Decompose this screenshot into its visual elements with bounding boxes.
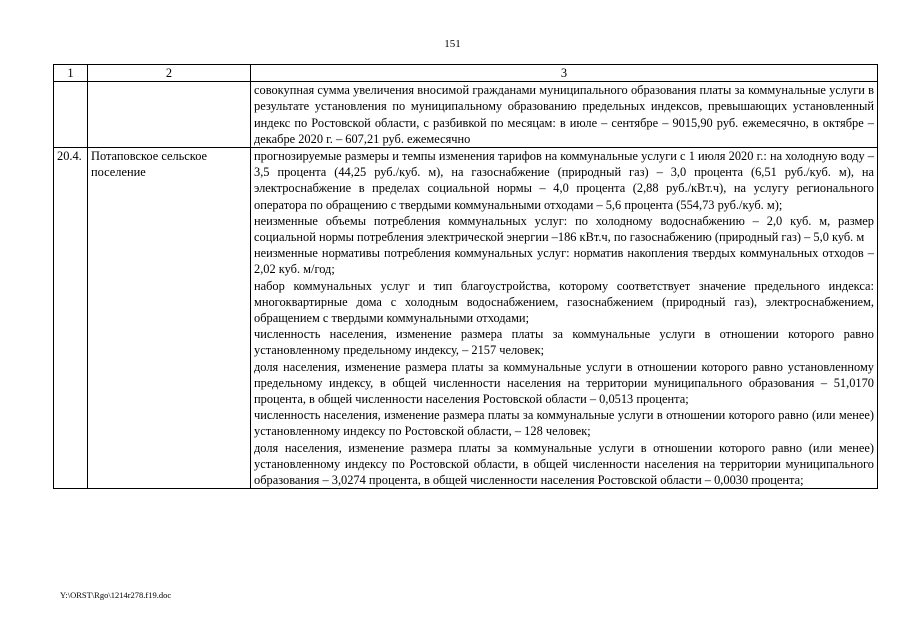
content-paragraph: совокупная сумма увеличения вносимой гражданами муниципального образования платы за коммунальные услуги в результате установления по муниципальному образованию предельных индексов, превышающих установленный индекс по Ростовской области, с разбивкой по месяцам: в июле – сентябре – 9015,90 руб. ежемесячно, в октябре – декабре 2020 г. – 607,21 руб. ежемесячно xyxy=(254,83,874,146)
row-content-cell xyxy=(251,82,878,148)
table-row-20-4 xyxy=(54,148,878,489)
document-table xyxy=(53,64,878,489)
content-paragraph: неизменные объемы потребления коммунальных услуг: по холодному водоснабжению – 2,0 куб. м, размер социальной нормы потребления электрической энергии –186 кВт.ч, по газоснабжению (природный газ) – 5,0 куб. м xyxy=(254,213,874,245)
page-number: 151 xyxy=(444,38,461,50)
row-content-cell xyxy=(251,148,878,489)
content-paragraph: численность населения, изменение размера платы за коммунальные услуги в отношении которого равно установленному предельному индексу, – 2157 человек; xyxy=(254,327,874,358)
table-row-continuation xyxy=(54,82,878,148)
content-paragraph: доля населения, изменение размера платы за коммунальные услуги в отношении которого равно установленному предельному индексу, в общей численности населения на территории муниципального образования – 51,0170 процента, в общей численности населения Ростовской области – 0,0513 процента; xyxy=(254,359,874,407)
content-paragraph: численность населения, изменение размера платы за коммунальные услуги в отношении которого равно (или менее) установленному индексу по Ростовской области, – 128 человек; xyxy=(254,408,874,439)
header-col-2: 2 xyxy=(88,65,251,82)
content-paragraph: набор коммунальных услуг и тип благоустройства, которому соответствует значение предельного индекса: многоквартирные дома с холодным водоснабжением, газоснабжением (природный газ), электроснабжением, обращением с твердыми коммунальными отходами; xyxy=(254,278,874,326)
row-name-cell xyxy=(88,82,251,148)
content-paragraph: неизменные нормативы потребления коммунальных услуг: норматив накопления твердых коммунальных отходов – 2,02 куб. м/год; xyxy=(254,246,874,277)
header-col-3: 3 xyxy=(251,65,878,82)
table-header-row xyxy=(54,65,878,82)
content-paragraph: прогнозируемые размеры и темпы изменения тарифов на коммунальные услуги с 1 июля 2020 г.: на холодную воду – 3,5 процента (44,25 руб./куб. м), на газоснабжение (природный газ) – 3,0 процента (6,51 руб./куб. м), на электроснабжение в пределах социальной нормы – 4,0 процента (2,88 руб./кВт.ч), на услугу регионального оператора по обращению с твердыми коммунальными отходами – 5,6 процента (554,73 руб./куб. м); xyxy=(254,149,874,212)
row-number-cell: 20.4. xyxy=(54,148,88,489)
content-paragraph: доля населения, изменение размера платы за коммунальные услуги в отношении которого равно (или менее) установленному индексу по Ростовской области, в общей численности населения на территории муниципального образования – 3,0274 процента, в общей численности населения Ростовской области – 0,0030 процента; xyxy=(254,440,874,488)
row-number-cell xyxy=(54,82,88,148)
row-name-cell: Потаповское сельское поселение xyxy=(88,148,251,489)
header-col-1: 1 xyxy=(54,65,88,82)
footer-file-path: Y:\ORST\Rgo\1214r278.f19.doc xyxy=(60,590,172,600)
